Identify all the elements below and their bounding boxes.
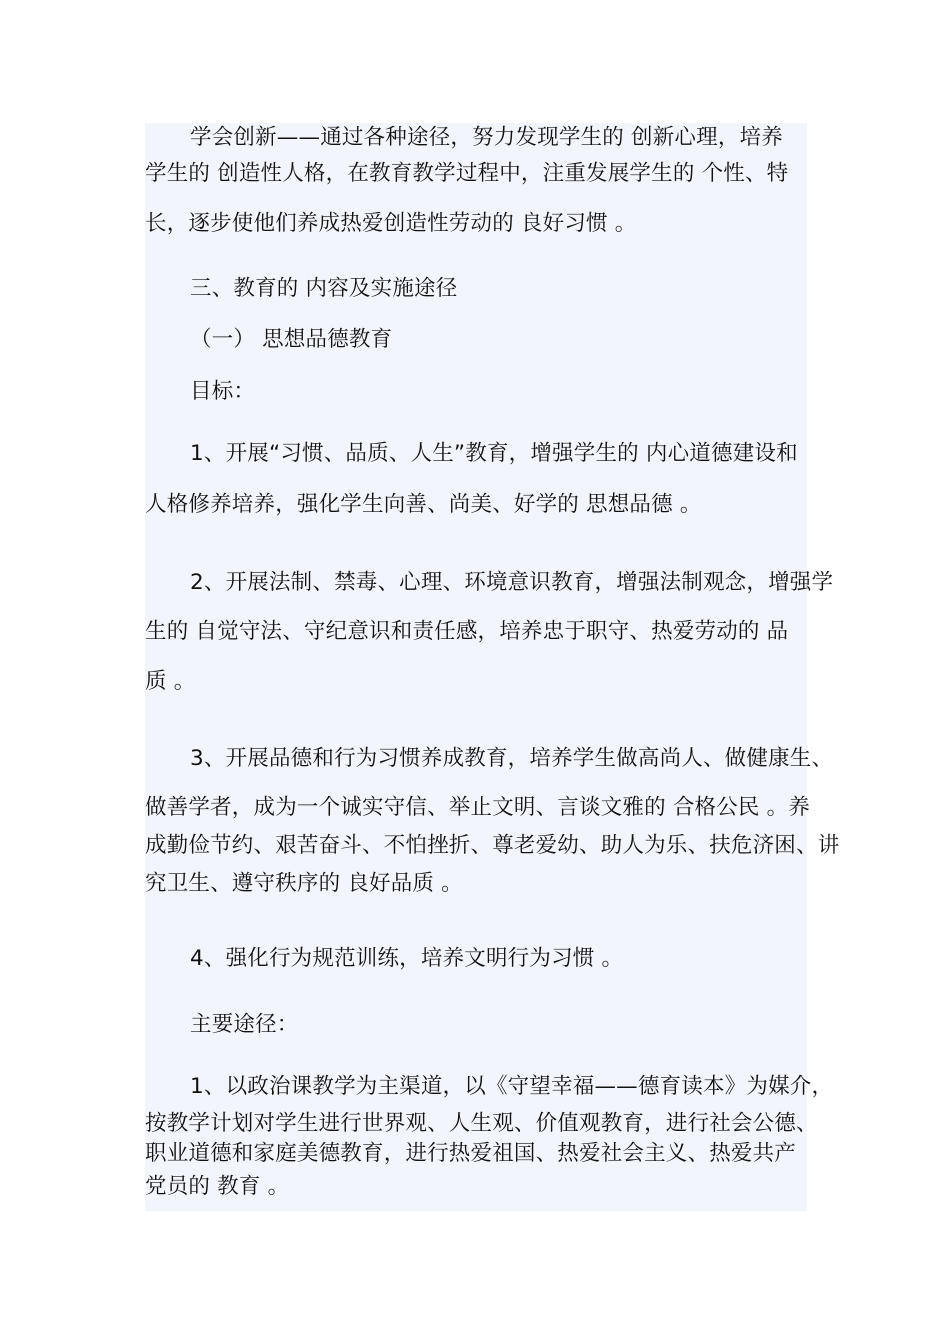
paragraph-line: 质 。 bbox=[145, 669, 196, 694]
subsection-heading: （一） 思想品德教育 bbox=[190, 327, 393, 352]
list-item: 3、开展品德和行为习惯养成教育，培养学生做高尚人、做健康生、 bbox=[190, 746, 834, 771]
paragraph-line: 职业道德和家庭美德教育，进行热爱祖国、热爱社会主义、热爱共产 bbox=[145, 1141, 797, 1166]
goal-label: 目标： bbox=[190, 379, 256, 404]
paragraph-line: 学会创新——通过各种途径，努力发现学生的 创新心理，培养 bbox=[190, 125, 783, 150]
section-heading: 三、教育的 内容及实施途径 bbox=[190, 276, 458, 301]
paragraph-line: 生的 自觉守法、守纪意识和责任感，培养忠于职守、热爱劳动的 品 bbox=[145, 619, 789, 644]
list-item: 4、强化行为规范训练，培养文明行为习惯 。 bbox=[190, 946, 624, 971]
paragraph-line: 人格修养培养，强化学生向善、尚美、好学的 思想品德 。 bbox=[145, 492, 702, 517]
route-label: 主要途径： bbox=[190, 1012, 299, 1037]
paragraph-line: 成勤俭节约、艰苦奋斗、不怕挫折、尊老爱幼、助人为乐、扶危济困、讲 bbox=[145, 833, 840, 858]
list-item: 1、以政治课教学为主渠道，以《守望幸福——德育读本》为媒介， bbox=[190, 1074, 834, 1099]
paragraph-line: 做善学者，成为一个诚实守信、举止文明、言谈文雅的 合格公民 。养 bbox=[145, 795, 811, 820]
paragraph-line: 长，逐步使他们养成热爱创造性劳动的 良好习惯 。 bbox=[145, 211, 637, 236]
list-item: 1、开展“习惯、品质、人生”教育，增强学生的 内心道德建设和 bbox=[190, 441, 798, 466]
paragraph-line: 学生的 创造性人格，在教育教学过程中，注重发展学生的 个性、特 bbox=[145, 161, 789, 186]
list-item: 2、开展法制、禁毒、心理、环境意识教育，增强法制观念，增强学 bbox=[190, 570, 834, 595]
paragraph-line: 究卫生、遵守秩序的 良好品质 。 bbox=[145, 871, 463, 896]
paragraph-line: 党员的 教育 。 bbox=[145, 1174, 290, 1199]
paragraph-line: 按教学计划对学生进行世界观、人生观、价值观教育，进行社会公德、 bbox=[145, 1111, 818, 1136]
